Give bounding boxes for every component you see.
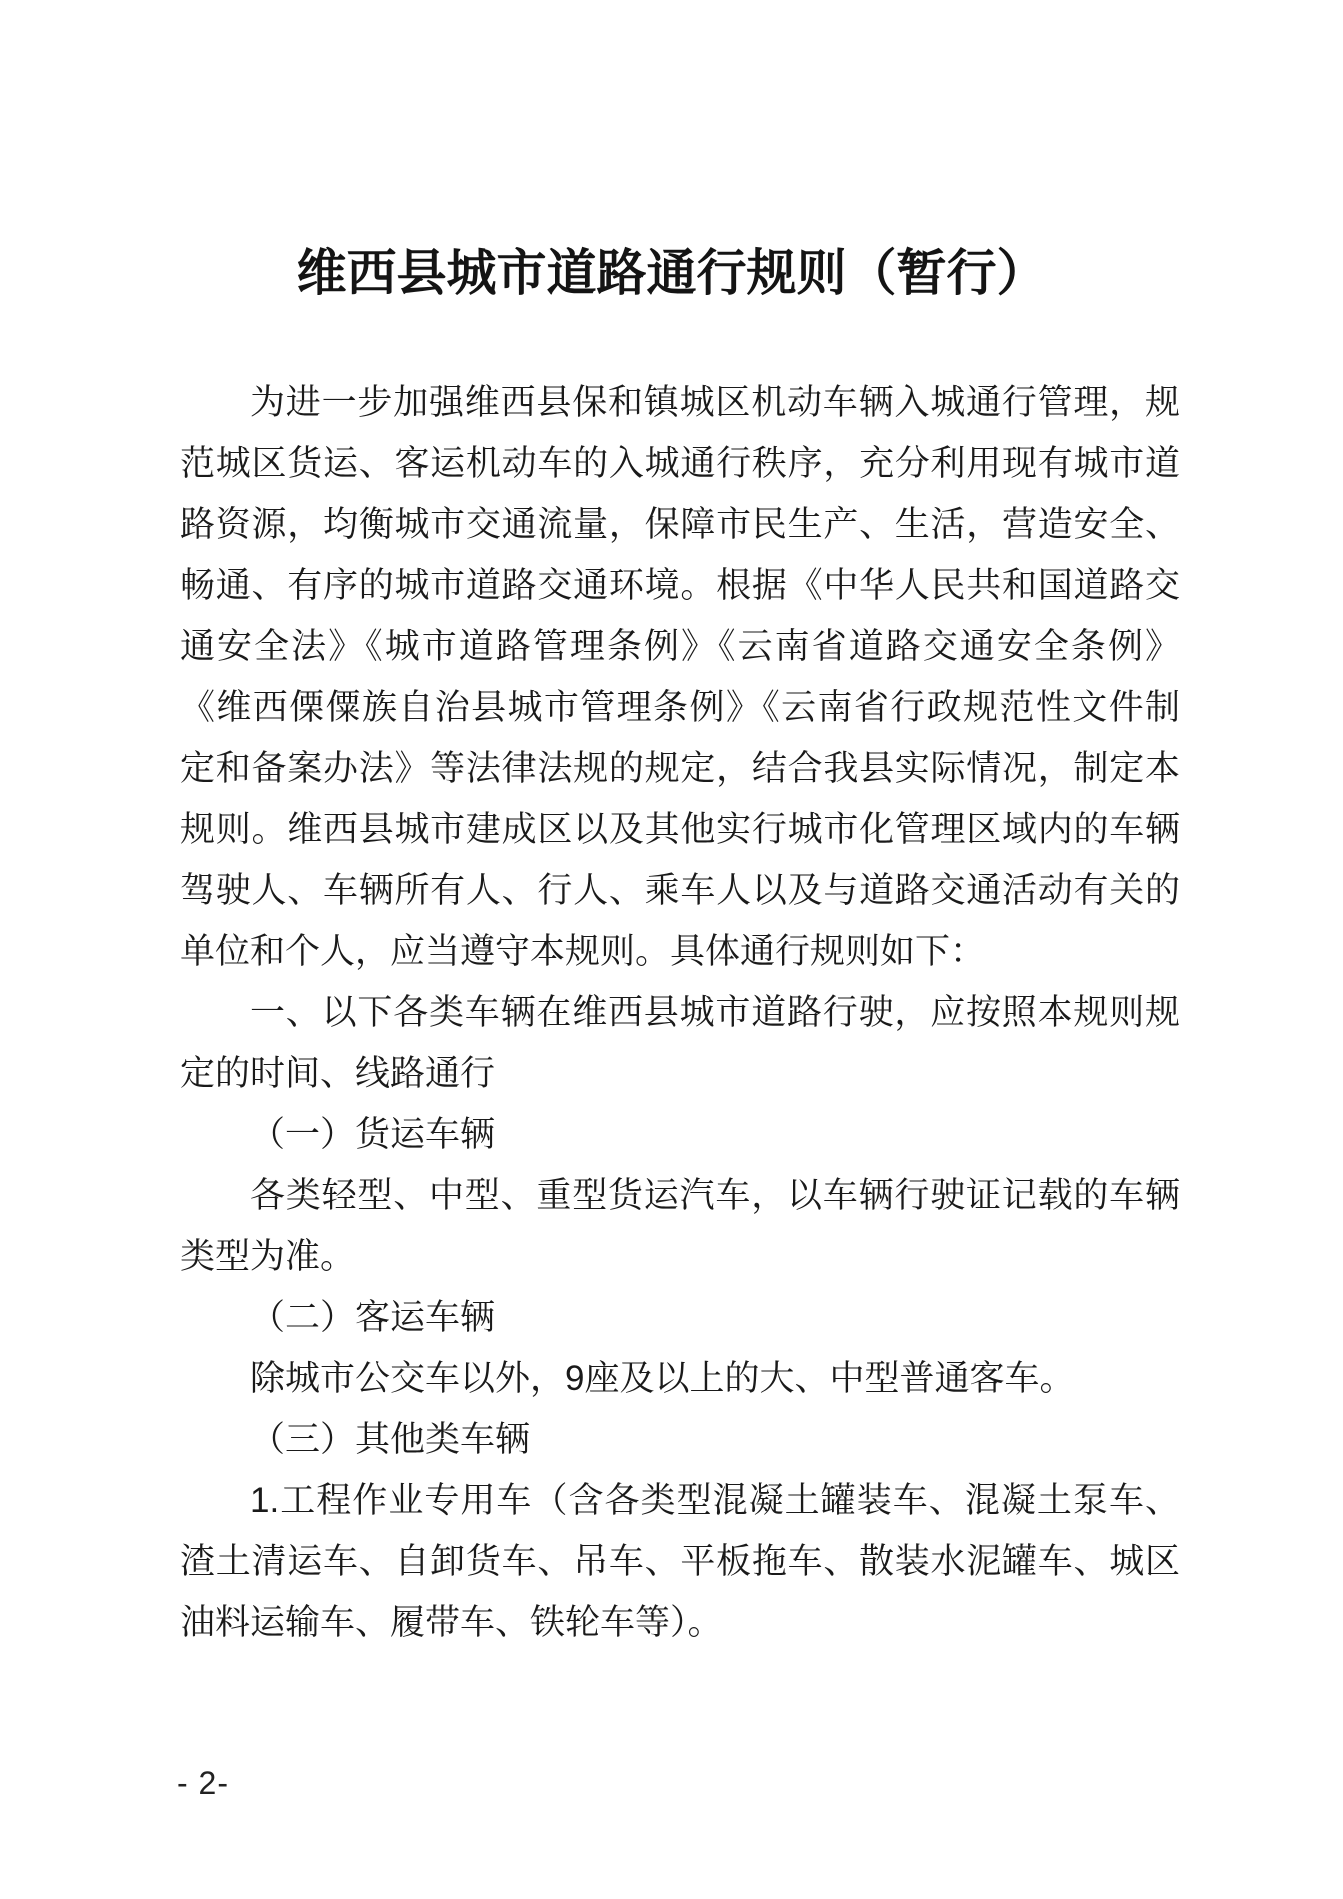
text-line: 范城区货运、客运机动车的入城通行秩序，充分利用现有城市道: [180, 444, 1180, 483]
text-line: 类型为准。: [180, 1237, 356, 1276]
text-line: 单位和个人，应当遵守本规则。具体通行规则如下：: [180, 932, 986, 971]
text-line: 路资源，均衡城市交通流量，保障市民生产、生活，营造安全、: [180, 505, 1180, 544]
text-line: 各类轻型、中型、重型货运汽车，以车辆行驶证记载的车辆: [250, 1176, 1180, 1215]
paragraph: [180, 1104, 1180, 1165]
text-line: （三）其他类车辆: [250, 1420, 531, 1459]
paragraph: [180, 372, 1180, 982]
text-line: （一）货运车辆: [250, 1115, 496, 1154]
text-line: 油料运输车、履带车、铁轮车等）。: [180, 1603, 723, 1642]
text-line: 通安全法》《城市道路管理条例》《云南省道路交通安全条例》: [180, 627, 1180, 666]
paragraph: [180, 1165, 1180, 1287]
document-body: [180, 372, 1180, 1653]
paragraph: [180, 982, 1180, 1104]
text-line: 一、以下各类车辆在维西县城市道路行驶，应按照本规则规: [250, 993, 1180, 1032]
paragraph: [180, 1409, 1180, 1470]
text-line: 1.工程作业专用车（含各类型混凝土罐装车、混凝土泵车、: [250, 1481, 1180, 1520]
text-line: 驾驶人、车辆所有人、行人、乘车人以及与道路交通活动有关的: [180, 871, 1180, 910]
document-title: 维西县城市道路通行规则（暂行）: [296, 245, 1047, 301]
text-line: 除城市公交车以外，9座及以上的大、中型普通客车。: [250, 1359, 1075, 1398]
text-line: 畅通、有序的城市道路交通环境。根据《中华人民共和国道路交: [180, 566, 1180, 605]
text-line: 《维西傈僳族自治县城市管理条例》《云南省行政规范性文件制: [180, 688, 1180, 727]
text-line: 规则。维西县城市建成区以及其他实行城市化管理区域内的车辆: [180, 810, 1180, 849]
text-line: 渣土清运车、自卸货车、吊车、平板拖车、散装水泥罐车、城区: [180, 1542, 1180, 1581]
text-line: 定的时间、线路通行: [180, 1054, 496, 1093]
text-line: （二）客运车辆: [250, 1298, 496, 1337]
text-line: 为进一步加强维西县保和镇城区机动车辆入城通行管理，规: [250, 383, 1180, 422]
paragraph: [180, 1287, 1180, 1348]
text-line: 定和备案办法》等法律法规的规定，结合我县实际情况，制定本: [180, 749, 1180, 788]
paragraph: [180, 1470, 1180, 1653]
paragraph: [180, 1348, 1180, 1409]
page-number: - 2-: [177, 1765, 229, 1801]
